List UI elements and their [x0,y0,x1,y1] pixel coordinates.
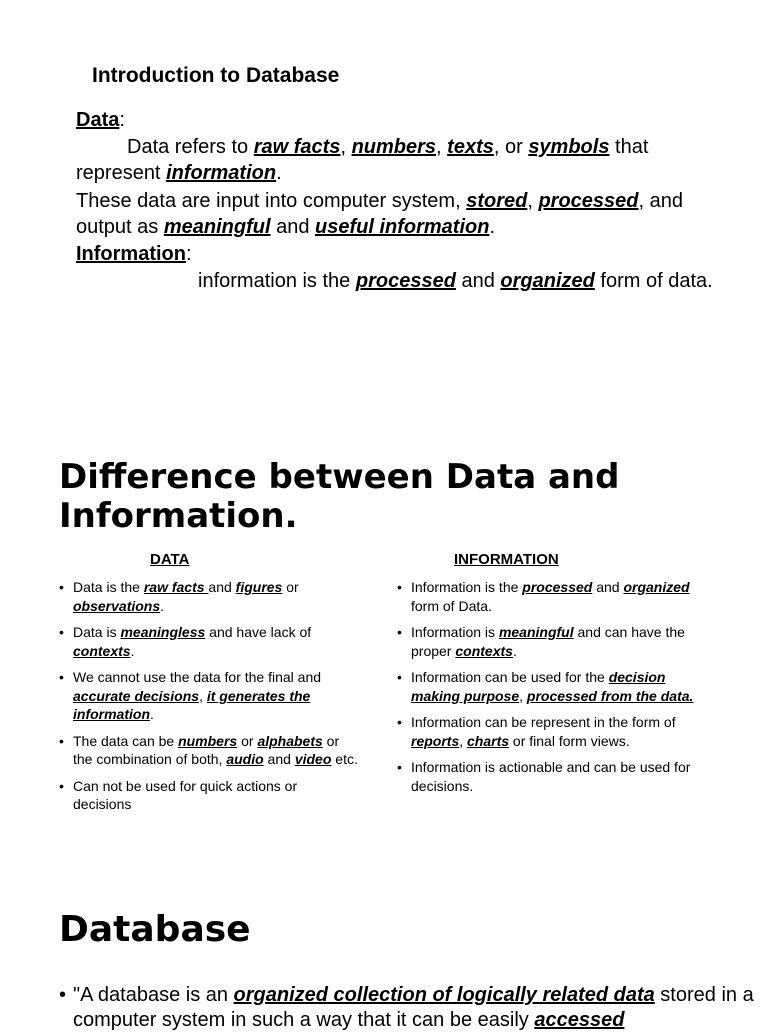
text: or [237,732,258,749]
text: , [519,687,527,704]
text: and [455,270,501,292]
text: Information is [411,624,499,640]
information-label: Information [76,243,186,265]
list-item [397,623,697,660]
text: information is the [198,270,356,292]
database-heading: Database [59,909,251,950]
text: . [276,162,282,184]
text: and [270,216,315,238]
term: accessed [534,1009,625,1031]
list-item [59,732,359,769]
text: represent [76,162,167,184]
term: audio [226,751,264,767]
text: form of data. [594,270,713,292]
text: or [282,579,299,595]
difference-heading [59,458,619,536]
information-definition [198,268,713,294]
text: Information is the [411,579,523,595]
text: , or [493,136,529,158]
text: . [150,706,154,722]
text: . [130,642,135,659]
information-colon: : [186,243,192,265]
text: These data are input into computer system, [76,190,467,212]
text: . [489,216,496,238]
list-item [397,713,697,750]
term: meaningless [120,624,206,640]
text: that [609,136,649,158]
text: . [512,642,517,659]
list-item [397,668,697,705]
database-quote [73,983,759,1033]
data-definition-line2 [76,160,282,186]
term: useful information [315,216,490,238]
term: meaningful [498,624,574,640]
list-item [59,777,359,814]
list-item [59,578,359,615]
text: Information can be represent in the form of [411,714,676,730]
data-label: Data [76,109,120,131]
information-column [397,578,697,803]
text: , [199,687,207,704]
text: Data refers to [127,136,254,158]
term: processed [522,579,593,595]
list-item [59,623,359,660]
bullet-icon: • [59,984,67,1006]
text: etc. [331,751,358,767]
list-item [397,578,697,615]
text: , [436,136,448,158]
text: and have lack of [205,624,312,640]
database-definition [59,983,759,1033]
term: decision making purpose [411,669,666,704]
term: meaningful [163,216,271,238]
data-more-line2 [76,214,495,240]
text: stored in a computer system in such a way that it can be easily [73,984,754,1031]
text: Can not be used for quick actions or decisions [73,777,298,812]
heading-line: Difference between Data and [59,457,620,497]
text: , [340,136,352,158]
term: reports [411,732,460,749]
text: Information can be used for the [411,669,609,685]
data-more-line1 [76,188,683,214]
term: charts [467,732,510,749]
term: stored [466,190,528,212]
data-colon: : [119,109,125,131]
term: processed from the data. [526,687,694,704]
term: raw facts [143,579,209,595]
text: and can have the proper [411,624,685,659]
text: output as [76,216,164,238]
term: contexts [455,642,513,659]
text: . [160,597,165,614]
term: organized collection of logically related data [233,984,655,1006]
text: Data is [73,624,121,640]
term: alphabets [257,732,323,749]
data-column [59,578,359,822]
text: Data is the [73,579,144,595]
text: and [263,751,295,767]
text: or the combination of both, [73,732,340,767]
list-item [59,668,359,724]
text: Information is actionable and can be used for decisions. [411,759,691,794]
information-label-line [76,241,192,267]
text: and [592,579,624,595]
page-title: Introduction to Database [92,64,340,87]
term: observations [73,597,161,614]
text: or final form views. [509,732,630,749]
information-column-header: INFORMATION [454,551,559,568]
information-list [397,578,697,795]
term: it generates the information [73,687,311,722]
text: , and [638,190,683,212]
term: numbers [351,136,437,158]
term: accurate decisions [73,687,200,704]
text: We cannot use the data for the final and [73,669,322,685]
term: processed [538,190,639,212]
heading-line: Information. [59,496,298,536]
text: , [459,732,468,749]
text: and [208,579,236,595]
term: processed [355,270,456,292]
text: "A database is an [73,984,234,1006]
term: contexts [73,642,131,659]
term: information [166,162,277,184]
text: form of Data. [411,597,492,614]
text: The data can be [73,732,179,749]
data-list [59,578,359,814]
data-label-line [76,107,125,133]
data-column-header: DATA [150,551,190,568]
term: figures [235,579,283,595]
list-item [397,758,697,795]
term: raw facts [253,136,341,158]
term: texts [447,136,494,158]
term: organized [623,579,690,595]
term: video [294,751,332,767]
text: , [527,190,539,212]
data-definition-line1 [127,134,648,160]
term: numbers [178,732,238,749]
term: symbols [528,136,610,158]
term: organized [500,270,595,292]
